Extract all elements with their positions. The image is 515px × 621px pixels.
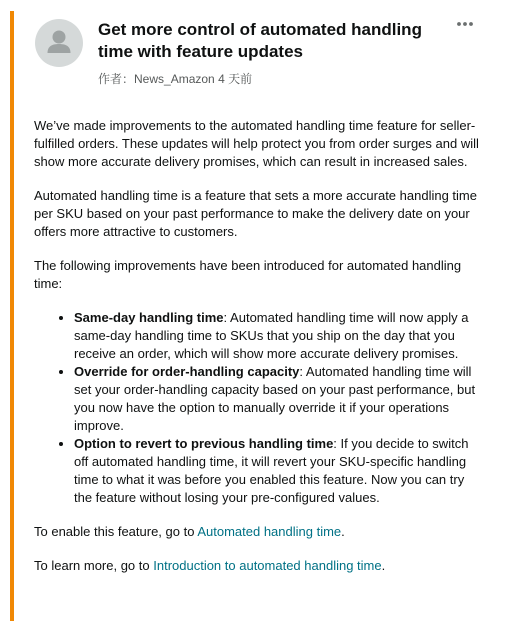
body-paragraph-intro: We’ve made improvements to the automated handling time feature for seller-fulfilled orders. These updates will help protect you from order surges and will show more accurate delivery promises, which can result in increased sales.	[34, 118, 479, 169]
enable-suffix: .	[341, 524, 345, 539]
author-avatar[interactable]	[35, 19, 83, 67]
learn-more-prefix: To learn more, go to	[34, 558, 154, 573]
post-time: 4 天前	[218, 72, 253, 86]
list-item	[74, 363, 484, 435]
list-item-text: : If you decide to switch off automated handling time, it will revert your SKU-specific handling time to what it was before you enabled this feature. Now you can try the feature without losing your pre-configured values.	[74, 436, 469, 505]
enable-feature-line	[34, 523, 484, 541]
author-prefix: 作者：	[98, 72, 135, 86]
learn-more-suffix: .	[381, 558, 386, 573]
list-item	[74, 435, 484, 507]
more-options-icon	[456, 17, 474, 31]
enable-prefix: To enable this feature, go to	[34, 524, 198, 539]
automated-handling-time-link[interactable]: Automated handling time	[197, 524, 342, 539]
list-item-title: Override for order-handling capacity	[74, 364, 300, 379]
accent-bar	[10, 11, 14, 621]
body-paragraph-improvements-lead: The following improvements have been introduced for automated handling time:	[34, 258, 462, 291]
list-item	[74, 309, 484, 363]
learn-more-line	[34, 557, 484, 575]
post-body	[34, 117, 484, 591]
more-options-button[interactable]	[456, 17, 474, 31]
improvements-list	[34, 309, 484, 507]
list-item-title: Option to revert to previous handling time	[74, 436, 334, 451]
list-item-title: Same-day handling time	[74, 310, 224, 325]
introduction-link[interactable]: Introduction to automated handling time	[153, 558, 382, 573]
list-item-text: : Automated handling time will set your order-handling capacity based on your past performance, but you now have the option to manually override it if your operations improve.	[74, 364, 476, 433]
post-title[interactable]: Get more control of automated handling time with feature updates	[98, 20, 422, 61]
body-paragraph-definition: Automated handling time is a feature that sets a more accurate handling time per SKU based on your past performance to make the delivery date on your offers more attractive to customers.	[34, 188, 477, 239]
list-item-text: : Automated handling time will now apply a same-day handling time to SKUs that you ship on the day that you receive an order, which will show more accurate delivery promises.	[74, 310, 469, 361]
author-name[interactable]: News_Amazon	[134, 72, 215, 86]
post-meta	[98, 71, 252, 87]
default-user-avatar-icon	[35, 19, 83, 67]
